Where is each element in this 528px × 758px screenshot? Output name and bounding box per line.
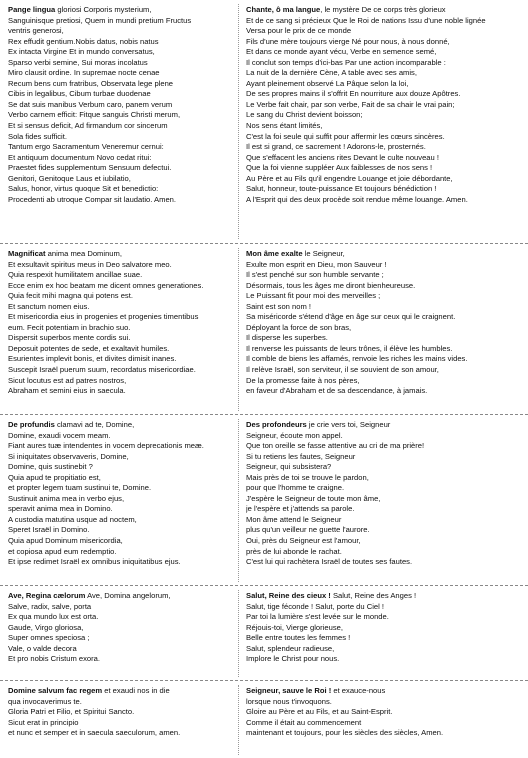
latin-line xyxy=(8,612,254,623)
line-text: Si iniquitates observaveris, Domine, xyxy=(8,451,129,461)
latin-line xyxy=(8,89,254,100)
hymn-incipit: Pange lingua xyxy=(8,5,56,14)
line-text: Réjouis-toi, Vierge glorieuse, xyxy=(246,622,343,632)
line-text: et exauce-nous xyxy=(331,686,386,695)
french-line xyxy=(246,333,524,344)
french-line xyxy=(246,249,524,260)
latin-line xyxy=(8,26,254,37)
french-text xyxy=(246,5,524,205)
latin-line xyxy=(8,494,254,505)
line-text: qua invocaverimus te. xyxy=(8,696,82,706)
latin-line xyxy=(8,591,254,602)
french-line xyxy=(246,494,524,505)
line-text: Sola fides sufficit. xyxy=(8,131,67,141)
latin-line xyxy=(8,323,254,334)
line-text: Et ipse redimet Israël ex omnibus iniquitatibus ejus. xyxy=(8,557,181,567)
line-text: le Seigneur, xyxy=(302,249,345,258)
line-text: La nuit de la dernière Cène, A table avec ses amis, xyxy=(246,68,417,78)
line-text: Et dans ce monde ayant vécu, Verbe en semence semé, xyxy=(246,47,437,57)
latin-line xyxy=(8,68,254,79)
french-line xyxy=(246,132,524,143)
hymn-section-magnificat xyxy=(0,243,528,414)
french-line xyxy=(246,47,524,58)
line-text: Domine, exaudi vocem meam. xyxy=(8,430,111,440)
line-text: Suscepit Israël puerum suum, recordatus misericordiae. xyxy=(8,365,196,375)
french-line xyxy=(246,281,524,292)
latin-line xyxy=(8,386,254,397)
line-text: Oui, près du Seigneur est l'amour, xyxy=(246,536,361,546)
french-line xyxy=(246,504,524,515)
latin-line xyxy=(8,644,254,655)
french-line xyxy=(246,344,524,355)
hymn-section-domine-salvum xyxy=(0,680,528,758)
line-text: Rex effudit gentium.Nobis datus, nobis natus xyxy=(8,36,159,46)
latin-line xyxy=(8,462,254,473)
line-text: J'espère le Seigneur de toute mon âme, xyxy=(246,493,381,503)
latin-line xyxy=(8,312,254,323)
french-line xyxy=(246,68,524,79)
line-text: Recum bens cum fratribus, Observata lege plene xyxy=(8,78,174,88)
line-text: et copiosa apud eum redemptio. xyxy=(8,546,117,556)
french-line xyxy=(246,58,524,69)
french-line xyxy=(246,153,524,164)
line-text: Ave, Domina angelorum, xyxy=(85,591,171,600)
line-text: Et exsultavit spiritus meus in Deo salvatore meo. xyxy=(8,259,172,269)
line-text: Que la foi vienne suppléer Aux faiblesses de nos sens ! xyxy=(246,163,433,173)
hymn-section-ave-regina xyxy=(0,585,528,680)
french-line xyxy=(246,557,524,568)
latin-line xyxy=(8,431,254,442)
hymn-incipit: Domine salvum fac regem xyxy=(8,686,103,695)
line-text: Il relève Israël, son serviteur, il se souvient de son amour, xyxy=(246,365,439,375)
line-text: Sustinuit anima mea in verbo ejus, xyxy=(8,493,125,503)
line-text: près de lui abonde le rachat. xyxy=(246,546,342,556)
line-text: clamavi ad te, Domine, xyxy=(54,420,135,429)
line-text: Si tu retiens les fautes, Seigneur xyxy=(246,451,356,461)
latin-line xyxy=(8,365,254,376)
line-text: Que ton oreille se fasse attentive au cri de ma prière! xyxy=(246,441,425,451)
line-text: Seigneur, écoute mon appel. xyxy=(246,430,343,440)
french-text xyxy=(246,686,524,739)
latin-line xyxy=(8,100,254,111)
latin-line xyxy=(8,707,254,718)
line-text: Que s'effacent les anciens rites Devant le culte nouveau ! xyxy=(246,152,439,162)
hymn-incipit: Seigneur, sauve le Roi ! xyxy=(246,686,332,695)
line-text: Le Puissant fit pour moi des merveilles ; xyxy=(246,291,381,301)
line-text: Deposuit potentes de sede, et exaltavit humiles. xyxy=(8,343,170,353)
french-line xyxy=(246,260,524,271)
french-line xyxy=(246,462,524,473)
latin-line xyxy=(8,37,254,48)
french-line xyxy=(246,323,524,334)
latin-line xyxy=(8,302,254,313)
latin-line xyxy=(8,686,254,697)
line-text: Nos sens étant limités, xyxy=(246,121,323,131)
latin-line xyxy=(8,354,254,365)
line-text: Gaude, Virgo gloriosa, xyxy=(8,622,84,632)
line-text: ventris generosi, xyxy=(8,26,64,36)
french-line xyxy=(246,473,524,484)
french-line xyxy=(246,365,524,376)
line-text: Salve, radix, salve, porta xyxy=(8,601,92,611)
hymn-incipit: Des profondeurs xyxy=(246,420,307,429)
french-text xyxy=(246,591,524,665)
latin-line xyxy=(8,718,254,729)
line-text: Cibis in legalibus, Cibum turbae duodenae xyxy=(8,89,151,99)
latin-line xyxy=(8,195,254,206)
latin-line xyxy=(8,142,254,153)
line-text: eum. Fecit potentiam in brachio suo. xyxy=(8,322,131,332)
line-text: Esurientes implevit bonis, et divites dimisit inanes. xyxy=(8,354,177,364)
french-line xyxy=(246,184,524,195)
latin-line xyxy=(8,452,254,463)
french-line xyxy=(246,536,524,547)
line-text: Sicut locutus est ad patres nostros, xyxy=(8,375,127,385)
latin-line xyxy=(8,547,254,558)
line-text: Procedenti ab utroque Compar sit laudatio. Amen. xyxy=(8,194,177,204)
line-text: Saint est son nom ! xyxy=(246,301,312,311)
line-text: De ses propres mains il s'offrit En nourriture aux douze Apôtres. xyxy=(246,89,461,99)
line-text: Miro clausit ordine. In supremae nocte cenae xyxy=(8,68,160,78)
line-text: Fils d'une mère toujours vierge Né pour nous, à nous donné, xyxy=(246,36,450,46)
line-text: De la promesse faite à nos pères, xyxy=(246,375,360,385)
french-line xyxy=(246,163,524,174)
line-text: je l'espère et j'attends sa parole. xyxy=(246,504,355,514)
line-text: Et si sensus deficit, Ad firmandum cor sincerum xyxy=(8,121,168,131)
line-text: Exulte mon esprit en Dieu, mon Sauveur ! xyxy=(246,259,387,269)
line-text: Et misericordia eius in progenies et progenies timentibus xyxy=(8,312,199,322)
line-text: Et pro nobis Cristum exora. xyxy=(8,654,101,664)
french-line xyxy=(246,452,524,463)
latin-line xyxy=(8,79,254,90)
french-line xyxy=(246,195,524,206)
line-text: et nunc et semper et in saecula saeculorum, amen. xyxy=(8,728,181,738)
french-line xyxy=(246,16,524,27)
line-text: Mon âme attend le Seigneur xyxy=(246,514,342,524)
line-text: Versa pour le prix de ce monde xyxy=(246,26,352,36)
french-line xyxy=(246,623,524,634)
line-text: Quia apud Dominum misericordia, xyxy=(8,536,123,546)
line-text: Et sanctum nomen eius. xyxy=(8,301,90,311)
line-text: gloriosi Corporis mysterium, xyxy=(55,5,152,14)
latin-line xyxy=(8,132,254,143)
latin-line xyxy=(8,47,254,58)
french-line xyxy=(246,707,524,718)
line-text: Et de ce sang si précieux Que le Roi de nations Issu d'une noble lignée xyxy=(246,15,486,25)
line-text: C'est lui qui rachètera Israël de toutes ses fautes. xyxy=(246,557,413,567)
latin-line xyxy=(8,333,254,344)
line-text: Par toi la lumière s'est levée sur le monde. xyxy=(246,612,389,622)
line-text: maintenant et toujours, pour les siècles des siècles, Amen. xyxy=(246,728,444,738)
line-text: Comme il était au commencement xyxy=(246,717,362,727)
french-line xyxy=(246,686,524,697)
line-text: Ecce enim ex hoc beatam me dicent omnes generationes. xyxy=(8,280,204,290)
line-text: Le Verbe fait chair, par son verbe, Fait de sa chair le vrai pain; xyxy=(246,99,455,109)
line-text: je crie vers toi, Seigneur xyxy=(306,420,391,429)
latin-line xyxy=(8,654,254,665)
line-text: Désormais, tous les âges me diront bienheureuse. xyxy=(246,280,416,290)
french-line xyxy=(246,431,524,442)
french-line xyxy=(246,174,524,185)
line-text: Et antiquum documentum Novo cedat ritui: xyxy=(8,152,152,162)
french-line xyxy=(246,376,524,387)
french-line xyxy=(246,612,524,623)
line-text: pour que l'homme te craigne. xyxy=(246,483,345,493)
line-text: et exaudi nos in die xyxy=(102,686,170,695)
latin-line xyxy=(8,121,254,132)
french-line xyxy=(246,110,524,121)
line-text: A l'Esprit qui des deux procède soit rendue même louange. Amen. xyxy=(246,194,468,204)
line-text: Salus, honor, virtus quoque Sit et benedictio: xyxy=(8,184,159,194)
latin-text xyxy=(8,5,254,205)
latin-line xyxy=(8,504,254,515)
latin-text xyxy=(8,686,254,739)
line-text: lorsque nous t'invoquons. xyxy=(246,696,332,706)
line-text: Le sang du Christ devient boisson; xyxy=(246,110,363,120)
latin-line xyxy=(8,16,254,27)
latin-line xyxy=(8,728,254,739)
line-text: Sa miséricorde s'étend d'âge en âge sur ceux qui le craignent. xyxy=(246,312,456,322)
latin-text xyxy=(8,420,254,568)
line-text: Sanguinisque pretiosi, Quem in mundi pretium Fructus xyxy=(8,15,192,25)
line-text: Quia fecit mihi magna qui potens est. xyxy=(8,291,133,301)
latin-line xyxy=(8,420,254,431)
line-text: Domine, quis sustinebit ? xyxy=(8,462,93,472)
french-line xyxy=(246,89,524,100)
line-text: Gloria Patri et Filio, et Spiritui Sancto. xyxy=(8,707,135,717)
line-text: Sparso verbi semine, Sui moras incolatus xyxy=(8,57,148,67)
french-line xyxy=(246,79,524,90)
latin-line xyxy=(8,174,254,185)
line-text: Seigneur, qui subsistera? xyxy=(246,462,332,472)
hymn-incipit: De profundis xyxy=(8,420,55,429)
line-text: Ex intacta Virgine Et in mundo conversatus, xyxy=(8,47,155,57)
latin-text xyxy=(8,249,254,397)
french-line xyxy=(246,37,524,48)
line-text: Salut, splendeur radieuse, xyxy=(246,643,335,653)
line-text: Ayant pleinement observé La Pâque selon la loi, xyxy=(246,78,409,88)
line-text: Au Père et au Fils qu'il engendre Louange et joie débordante, xyxy=(246,173,453,183)
french-line xyxy=(246,270,524,281)
line-text: Abraham et semini eius in saecula. xyxy=(8,386,126,396)
french-line xyxy=(246,515,524,526)
latin-line xyxy=(8,270,254,281)
french-line xyxy=(246,142,524,153)
line-text: Verbo carnem efficit: Fitque sanguis Christi merum, xyxy=(8,110,181,120)
hymn-section-de-profundis xyxy=(0,414,528,585)
latin-line xyxy=(8,697,254,708)
line-text: Dispersit superbos mente cordis sui. xyxy=(8,333,131,343)
latin-line xyxy=(8,110,254,121)
latin-line xyxy=(8,376,254,387)
french-text xyxy=(246,420,524,568)
french-text xyxy=(246,249,524,397)
french-line xyxy=(246,441,524,452)
line-text: speravit anima mea in Domino. xyxy=(8,504,113,514)
hymn-incipit: Mon âme exalte xyxy=(246,249,303,258)
french-line xyxy=(246,312,524,323)
line-text: Se dat suis manibus Verbum caro, panem verum xyxy=(8,99,173,109)
french-line xyxy=(246,633,524,644)
line-text: Il comble de biens les affamés, renvoie les riches les mains vides. xyxy=(246,354,468,364)
latin-line xyxy=(8,483,254,494)
line-text: anima mea Dominum, xyxy=(45,249,122,258)
french-line xyxy=(246,718,524,729)
line-text: et propter legem tuam sustinui te, Domine. xyxy=(8,483,152,493)
line-text: Il est si grand, ce sacrement ! Adorons-le, prosternés. xyxy=(246,142,426,152)
hymn-incipit: Salut, Reine des cieux ! xyxy=(246,591,331,600)
latin-line xyxy=(8,536,254,547)
latin-line xyxy=(8,58,254,69)
latin-line xyxy=(8,623,254,634)
french-line xyxy=(246,483,524,494)
line-text: Gloire au Père et au Fils, et au Saint-Esprit. xyxy=(246,707,393,717)
line-text: Implore le Christ pour nous. xyxy=(246,654,340,664)
line-text: plus qu'un veilleur ne guette l'aurore. xyxy=(246,525,370,535)
french-line xyxy=(246,302,524,313)
latin-line xyxy=(8,515,254,526)
french-line xyxy=(246,121,524,132)
line-text: Mais près de toi se trouve le pardon, xyxy=(246,472,369,482)
line-text: Il renverse les puissants de leurs trônes, il élève les humbles. xyxy=(246,343,453,353)
line-text: Super omnes speciosa ; xyxy=(8,633,90,643)
latin-line xyxy=(8,153,254,164)
latin-line xyxy=(8,281,254,292)
line-text: Belle entre toutes les femmes ! xyxy=(246,633,351,643)
line-text: Salut, Reine des Anges ! xyxy=(330,591,417,600)
latin-line xyxy=(8,5,254,16)
line-text: Il s'est penché sur son humble servante ; xyxy=(246,270,384,280)
french-line xyxy=(246,547,524,558)
line-text: C'est la foi seule qui suffit pour affermir les cœurs sincères. xyxy=(246,131,445,141)
latin-line xyxy=(8,344,254,355)
french-line xyxy=(246,5,524,16)
latin-line xyxy=(8,441,254,452)
line-text: Salut, honneur, toute-puissance Et toujours bénédiction ! xyxy=(246,184,437,194)
latin-line xyxy=(8,633,254,644)
latin-line xyxy=(8,557,254,568)
latin-line xyxy=(8,249,254,260)
french-line xyxy=(246,525,524,536)
line-text: Déployant la force de son bras, xyxy=(246,322,352,332)
hymn-incipit: Ave, Regina cælorum xyxy=(8,591,86,600)
latin-line xyxy=(8,473,254,484)
hymn-section-pange-lingua xyxy=(0,0,528,243)
line-text: A custodia matutina usque ad noctem, xyxy=(8,514,137,524)
line-text: Genitori, Genitoque Laus et iubilatio, xyxy=(8,173,131,183)
hymn-incipit: Chante, ô ma langue xyxy=(246,5,321,14)
line-text: Quia respexit humilitatem ancillae suae. xyxy=(8,270,143,280)
french-line xyxy=(246,644,524,655)
line-text: Sicut erat in principio xyxy=(8,717,79,727)
latin-line xyxy=(8,260,254,271)
french-line xyxy=(246,354,524,365)
line-text: Tantum ergo Sacramentum Veneremur cernui: xyxy=(8,142,164,152)
hymn-incipit: Magnificat xyxy=(8,249,46,258)
line-text: Quia apud te propitiatio est, xyxy=(8,472,101,482)
french-line xyxy=(246,26,524,37)
latin-line xyxy=(8,184,254,195)
latin-line xyxy=(8,291,254,302)
french-line xyxy=(246,386,524,397)
line-text: Il conclut son temps d'ici-bas Par une action incomparable : xyxy=(246,57,446,67)
line-text: Ex qua mundo lux est orta. xyxy=(8,612,99,622)
line-text: Fiant aures tuæ intendentes in vocem deprecationis meæ. xyxy=(8,441,204,451)
french-line xyxy=(246,728,524,739)
latin-text xyxy=(8,591,254,665)
french-line xyxy=(246,697,524,708)
line-text: Vale, o valde decora xyxy=(8,643,77,653)
french-line xyxy=(246,591,524,602)
line-text: en faveur d'Abraham et de sa descendance, à jamais. xyxy=(246,386,428,396)
line-text: Speret Israël in Domino. xyxy=(8,525,90,535)
french-line xyxy=(246,291,524,302)
french-line xyxy=(246,602,524,613)
french-line xyxy=(246,420,524,431)
line-text: , le mystère De ce corps très glorieux xyxy=(320,5,446,14)
latin-line xyxy=(8,525,254,536)
line-text: Salut, tige féconde ! Salut, porte du Ciel ! xyxy=(246,601,385,611)
line-text: Praestet fides supplementum Sensuum defectui. xyxy=(8,163,172,173)
french-line xyxy=(246,654,524,665)
latin-line xyxy=(8,602,254,613)
line-text: Il disperse les superbes. xyxy=(246,333,328,343)
latin-line xyxy=(8,163,254,174)
french-line xyxy=(246,100,524,111)
